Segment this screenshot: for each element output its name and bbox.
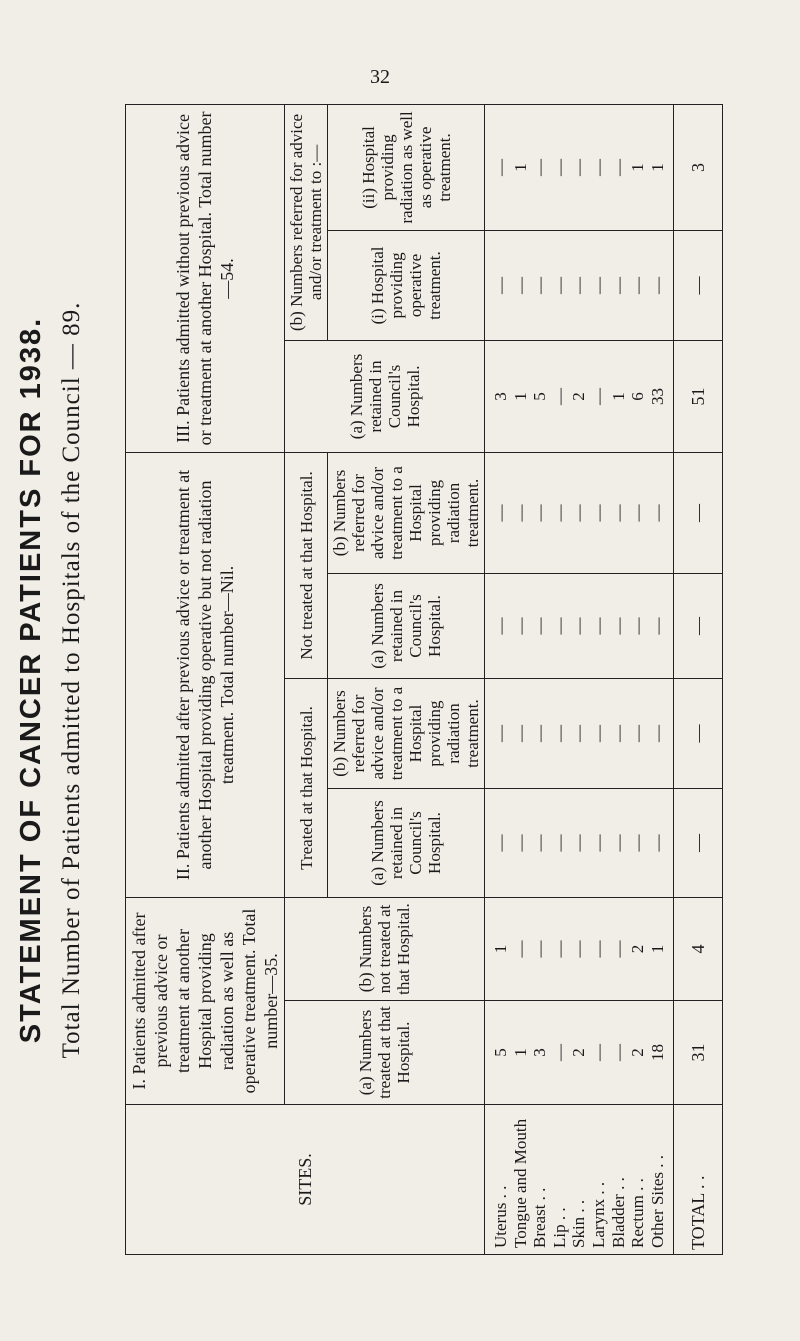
col-1a-values (485, 1001, 674, 1105)
table-cell: — (549, 1044, 569, 1061)
rotated-statement (15, 105, 708, 1255)
table-cell: — (510, 276, 530, 294)
group-3-header: III. Patients admitted without previous advice or treatment at another Hospital. Total number—54. (126, 104, 285, 452)
col-3a-values (485, 340, 674, 452)
table-cell: 1 (510, 392, 530, 401)
sites-list (485, 1105, 674, 1255)
group-3-a-header: (a) Numbers retained in Council's Hospital. (285, 340, 485, 452)
table-cell: — (628, 725, 648, 742)
table-cell: — (569, 834, 589, 852)
sites-header: SITES. (126, 1105, 485, 1255)
total-2nb: — (674, 452, 723, 573)
table-cell: — (549, 834, 569, 852)
table-cell: 1 (608, 392, 628, 401)
table-cell: — (549, 387, 569, 405)
col-2ta-values (485, 789, 674, 898)
table-cell: — (569, 940, 589, 958)
table-cell: — (491, 276, 510, 294)
table-cell: 1 (628, 163, 648, 172)
col-3bi-values (485, 230, 674, 340)
table-cell: 5 (530, 392, 550, 401)
table-cell: 1 (491, 944, 510, 954)
group-1-a-header: (a) Numbers treated at that Hospital. (285, 1001, 485, 1105)
table-cell: — (569, 504, 589, 522)
table-cell: Lip . . (549, 1207, 569, 1248)
table-cell: — (549, 276, 569, 294)
total-row (674, 104, 723, 1254)
table-cell: — (549, 158, 569, 176)
table-cell: — (569, 158, 589, 176)
table-cell: — (588, 834, 608, 852)
col-2tb-values (485, 679, 674, 789)
statement-subtitle: Total Number of Patients admitted to Hospitals of the Council — 89. (58, 301, 85, 1059)
table-cell: — (530, 504, 550, 522)
table-cell: — (491, 834, 510, 852)
table-cell: — (569, 725, 589, 742)
table-cell: 2 (569, 392, 589, 401)
table-cell: — (628, 834, 648, 852)
table-cell: — (608, 834, 628, 852)
table-cell: — (510, 834, 530, 852)
table-cell: — (549, 725, 569, 742)
table-cell: 1 (510, 163, 530, 172)
table-cell: — (491, 725, 510, 742)
cancer-statement-table (125, 104, 723, 1255)
total-3bii: 3 (674, 104, 723, 230)
table-cell: — (510, 940, 530, 958)
table-cell: — (647, 504, 667, 522)
group-3-b-header: (b) Numbers referred for advice and/or treatment to :— (285, 104, 328, 340)
table-cell: — (549, 504, 569, 522)
table-cell: Skin . . (569, 1199, 589, 1248)
group-2-header: II. Patients admitted after previous advice or treatment at another Hospital providing operative but not radiation treatment. Total number—Nil. (126, 452, 285, 897)
table-cell: — (608, 276, 628, 294)
total-3bi: — (674, 230, 723, 340)
total-2na: — (674, 574, 723, 679)
table-cell: — (530, 725, 550, 742)
table-cell: — (647, 617, 667, 635)
table-cell: Larynx . . (588, 1181, 608, 1248)
table-cell: 1 (647, 944, 667, 954)
table-cell: 3 (530, 1048, 550, 1057)
table-cell: Breast . . (530, 1187, 550, 1248)
total-3a: 51 (674, 340, 723, 452)
table-cell: — (530, 940, 550, 958)
table-cell: 1 (647, 163, 667, 172)
total-1b: 4 (674, 898, 723, 1001)
table-cell: 2 (569, 1048, 589, 1057)
table-cell: — (588, 1044, 608, 1061)
table-cell: 2 (628, 1048, 648, 1057)
table-cell: Other Sites . . (647, 1154, 667, 1248)
table-cell: — (647, 276, 667, 294)
table-cell: — (608, 158, 628, 176)
table-cell: — (588, 725, 608, 742)
group-2-treated-b-header: (b) Numbers referred for advice and/or treatment to a Hospital providing radiation treatment. (328, 679, 485, 789)
col-3bii-values (485, 104, 674, 230)
table-cell: 2 (628, 944, 648, 954)
table-cell: — (588, 158, 608, 176)
group-3-b-ii-header: (ii) Hospital providing radiation as well as operative treatment. (328, 104, 485, 230)
title-block (15, 105, 86, 1255)
table-cell: — (491, 504, 510, 522)
table-cell: — (491, 617, 510, 635)
table-cell: — (510, 725, 530, 742)
table-cell: — (530, 158, 550, 176)
table-cell: — (608, 504, 628, 522)
table-cell: — (530, 276, 550, 294)
table-cell: — (608, 617, 628, 635)
table-cell: — (647, 725, 667, 742)
col-1b-values (485, 898, 674, 1001)
table-cell: — (510, 504, 530, 522)
table-cell: — (530, 834, 550, 852)
table-cell: — (549, 940, 569, 958)
group-1-header: I. Patients admitted after previous advice or treatment at another Hospital providing radiation as well as operative treatment. Total number—35. (126, 898, 285, 1105)
group-3-b-i-header: (i) Hospital providing operative treatment. (328, 230, 485, 340)
table-cell: — (628, 617, 648, 635)
table-cell: 3 (491, 392, 510, 401)
table-cell: Rectum . . (628, 1178, 648, 1248)
table-cell: Uterus . . (491, 1185, 510, 1248)
table-cell: — (608, 725, 628, 742)
table-cell: — (510, 617, 530, 635)
table-cell: 18 (647, 1044, 667, 1061)
table-cell: — (549, 617, 569, 635)
group-2-treated-a-header: (a) Numbers retained in Council's Hospital. (328, 789, 485, 898)
group-2-not-treated-b-header: (b) Numbers referred for advice and/or treatment to a Hospital providing radiation treatment. (328, 452, 485, 573)
group-2-not-treated-a-header: (a) Numbers retained in Council's Hospital. (328, 574, 485, 679)
statement-title: STATEMENT OF CANCER PATIENTS FOR 1938. (15, 316, 47, 1044)
table-cell: — (608, 940, 628, 958)
total-2ta: — (674, 789, 723, 898)
table-cell: 5 (491, 1048, 510, 1057)
col-2nb-values (485, 452, 674, 573)
sites-data-row (485, 104, 674, 1254)
table-cell: — (628, 504, 648, 522)
table-cell: — (491, 158, 510, 176)
total-2tb: — (674, 679, 723, 789)
table-cell: — (588, 940, 608, 958)
table-cell: 1 (510, 1048, 530, 1057)
table-cell: — (588, 276, 608, 294)
total-label: TOTAL . . (674, 1105, 723, 1255)
table-cell: — (628, 276, 648, 294)
table-cell: — (588, 617, 608, 635)
table-cell: — (608, 1044, 628, 1061)
table-cell: — (530, 617, 550, 635)
table-cell: — (569, 276, 589, 294)
page-number: 32 (370, 66, 390, 88)
table-cell: 6 (628, 392, 648, 401)
group-2-not-treated-header: Not treated at that Hospital. (285, 452, 328, 678)
table-cell: — (588, 387, 608, 405)
group-1-b-header: (b) Numbers not treated at that Hospital. (285, 898, 485, 1001)
col-2na-values (485, 574, 674, 679)
table-cell: — (647, 834, 667, 852)
total-1a: 31 (674, 1001, 723, 1105)
table-cell: — (569, 617, 589, 635)
group-2-treated-header: Treated at that Hospital. (285, 679, 328, 898)
table-cell: Tongue and Mouth (510, 1118, 530, 1248)
table-cell: 33 (647, 387, 667, 405)
table-cell: — (588, 504, 608, 522)
table-cell: Bladder . . (608, 1177, 628, 1248)
